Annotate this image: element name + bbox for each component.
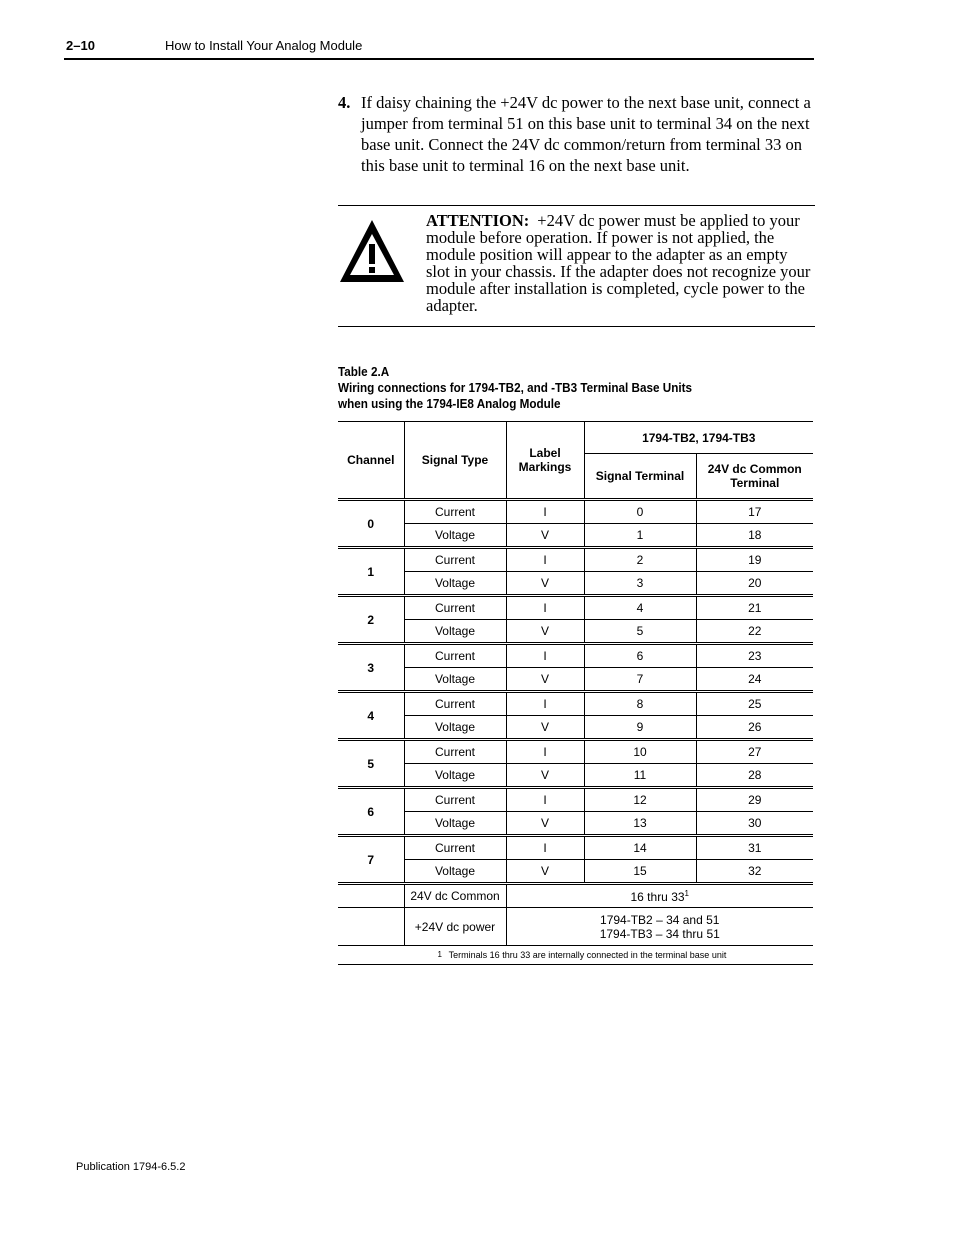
wiring-table — [338, 421, 813, 965]
common-terminal-cell: 19 — [696, 548, 813, 572]
header-terminal-group: 1794-TB2, 1794-TB3 — [584, 422, 813, 454]
signal-terminal-cell: 10 — [584, 740, 696, 764]
attention-body: +24V dc power must be applied to your module before operation. If power is not applied, the module position will appear to the adapter as an empty slot in your chassis. If the adapter does not recognize your module after installation is completed, cycle power to the adapter. — [426, 211, 811, 315]
signal-terminal-cell: 12 — [584, 788, 696, 812]
signal-terminal-cell: 5 — [584, 620, 696, 644]
header-channel: Channel — [338, 422, 404, 500]
signal-type-cell: Current — [404, 692, 506, 716]
table-row — [338, 620, 813, 644]
signal-terminal-cell: 3 — [584, 572, 696, 596]
table-row — [338, 668, 813, 692]
attention-box — [338, 205, 815, 327]
power-row — [338, 908, 813, 946]
footnote-text: Terminals 16 thru 33 are internally connected in the terminal base unit — [448, 950, 727, 960]
label-marking-cell: I — [506, 644, 584, 668]
signal-type-cell: Voltage — [404, 764, 506, 788]
signal-terminal-cell: 6 — [584, 644, 696, 668]
signal-terminal-cell: 4 — [584, 596, 696, 620]
signal-type-cell: Current — [404, 788, 506, 812]
page-number: 2–10 — [66, 38, 95, 53]
channel-cell: 1 — [338, 548, 404, 596]
warning-triangle-icon — [338, 216, 406, 284]
label-marking-cell: V — [506, 572, 584, 596]
common-terminal-cell: 21 — [696, 596, 813, 620]
footnote-ref: 1 — [684, 888, 689, 898]
common-row — [338, 884, 813, 908]
common-terminal-cell: 30 — [696, 812, 813, 836]
channel-cell: 4 — [338, 692, 404, 740]
footnote-cell — [338, 946, 813, 965]
table-title-line2: when using the 1794-IE8 Analog Module — [338, 396, 561, 411]
table-row — [338, 572, 813, 596]
label-marking-cell: I — [506, 740, 584, 764]
common-row-value-cell — [506, 884, 813, 908]
common-terminal-cell: 17 — [696, 500, 813, 524]
header-common-terminal: 24V dc Common Terminal — [696, 454, 813, 500]
channel-cell: 6 — [338, 788, 404, 836]
signal-terminal-cell: 1 — [584, 524, 696, 548]
label-marking-cell: V — [506, 860, 584, 884]
signal-type-cell: Voltage — [404, 524, 506, 548]
chapter-title: How to Install Your Analog Module — [165, 38, 363, 53]
signal-type-cell: Voltage — [404, 860, 506, 884]
channel-cell: 2 — [338, 596, 404, 644]
header-signal-terminal: Signal Terminal — [584, 454, 696, 500]
signal-terminal-cell: 0 — [584, 500, 696, 524]
signal-type-cell: Current — [404, 836, 506, 860]
attention-label: ATTENTION: — [426, 211, 530, 230]
table-row — [338, 596, 813, 620]
table-row — [338, 812, 813, 836]
common-terminal-cell: 27 — [696, 740, 813, 764]
signal-terminal-cell: 8 — [584, 692, 696, 716]
signal-terminal-cell: 9 — [584, 716, 696, 740]
label-marking-cell: V — [506, 620, 584, 644]
signal-terminal-cell: 14 — [584, 836, 696, 860]
table-row — [338, 548, 813, 572]
channel-cell: 5 — [338, 740, 404, 788]
signal-terminal-cell: 7 — [584, 668, 696, 692]
table-caption — [338, 364, 692, 412]
step-text: If daisy chaining the +24V dc power to the next base unit, connect a jumper from terminal 51 on this base unit to terminal 34 on the next base unit. Connect the 24V dc common/return from terminal 33 on this base unit to terminal 16 on the next base unit. — [361, 93, 811, 175]
signal-type-cell: Voltage — [404, 572, 506, 596]
signal-terminal-cell: 15 — [584, 860, 696, 884]
label-marking-cell: V — [506, 812, 584, 836]
step-number: 4. — [338, 93, 351, 112]
signal-terminal-cell: 11 — [584, 764, 696, 788]
table-row — [338, 740, 813, 764]
common-terminal-cell: 31 — [696, 836, 813, 860]
common-terminal-cell: 29 — [696, 788, 813, 812]
label-marking-cell: V — [506, 716, 584, 740]
label-marking-cell: V — [506, 524, 584, 548]
table-number: Table 2.A — [338, 364, 390, 379]
table-row — [338, 860, 813, 884]
table-row — [338, 764, 813, 788]
label-marking-cell: I — [506, 836, 584, 860]
signal-type-cell: Current — [404, 548, 506, 572]
common-terminal-cell: 32 — [696, 860, 813, 884]
signal-terminal-cell: 13 — [584, 812, 696, 836]
label-marking-cell: I — [506, 692, 584, 716]
label-marking-cell: V — [506, 668, 584, 692]
table-body — [338, 500, 813, 965]
label-marking-cell: V — [506, 764, 584, 788]
table-row — [338, 500, 813, 524]
signal-terminal-cell: 2 — [584, 548, 696, 572]
label-marking-cell: I — [506, 548, 584, 572]
blank-cell — [338, 908, 404, 946]
table-row — [338, 692, 813, 716]
power-row-line2: 1794-TB3 – 34 thru 51 — [599, 926, 720, 941]
channel-cell: 0 — [338, 500, 404, 548]
channel-cell: 3 — [338, 644, 404, 692]
signal-type-cell: Voltage — [404, 620, 506, 644]
signal-type-cell: Voltage — [404, 812, 506, 836]
common-terminal-cell: 24 — [696, 668, 813, 692]
header-signal-type: Signal Type — [404, 422, 506, 500]
label-marking-cell: I — [506, 788, 584, 812]
blank-cell — [338, 884, 404, 908]
common-row-value: 16 thru 33 — [630, 889, 685, 904]
publication-footer: Publication 1794-6.5.2 — [76, 1161, 186, 1173]
footnote-mark: 1 — [437, 950, 442, 959]
common-terminal-cell: 22 — [696, 620, 813, 644]
page-header — [64, 38, 814, 60]
common-terminal-cell: 23 — [696, 644, 813, 668]
common-terminal-cell: 18 — [696, 524, 813, 548]
table-row — [338, 836, 813, 860]
label-marking-cell: I — [506, 500, 584, 524]
table-title-line1: Wiring connections for 1794-TB2, and -TB3 Terminal Base Units — [338, 380, 692, 395]
common-terminal-cell: 25 — [696, 692, 813, 716]
header-label-markings: Label Markings — [506, 422, 584, 500]
signal-type-cell: Current — [404, 644, 506, 668]
footnote-row — [338, 946, 813, 965]
attention-text — [426, 212, 811, 314]
signal-type-cell: Current — [404, 596, 506, 620]
signal-type-cell: Current — [404, 740, 506, 764]
power-row-line1: 1794-TB2 – 34 and 51 — [600, 912, 720, 927]
table-row — [338, 644, 813, 668]
step-4 — [338, 92, 814, 176]
signal-type-cell: Current — [404, 500, 506, 524]
common-terminal-cell: 28 — [696, 764, 813, 788]
common-terminal-cell: 20 — [696, 572, 813, 596]
common-terminal-cell: 26 — [696, 716, 813, 740]
label-marking-cell: I — [506, 596, 584, 620]
power-row-label: +24V dc power — [404, 908, 506, 946]
table-row — [338, 716, 813, 740]
table-row — [338, 524, 813, 548]
table-row — [338, 788, 813, 812]
signal-type-cell: Voltage — [404, 716, 506, 740]
common-row-label: 24V dc Common — [404, 884, 506, 908]
channel-cell: 7 — [338, 836, 404, 884]
signal-type-cell: Voltage — [404, 668, 506, 692]
power-row-value — [506, 908, 813, 946]
